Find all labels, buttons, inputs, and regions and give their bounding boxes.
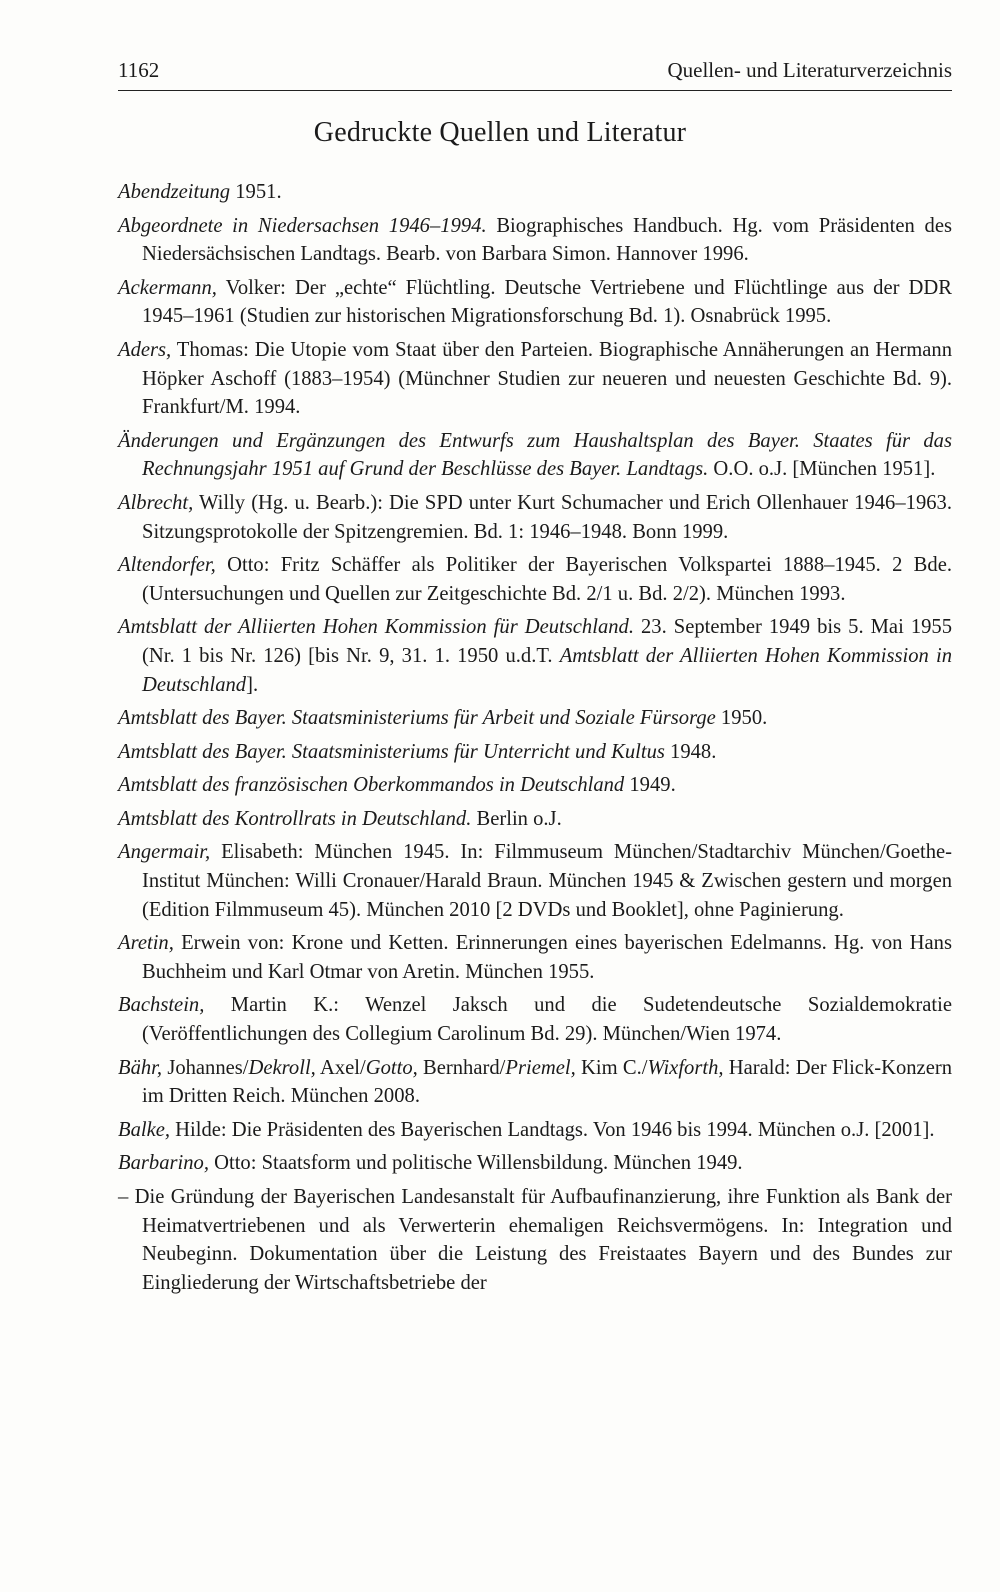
entry-italic-text: Gotto,: [365, 1056, 418, 1079]
bibliography-entry: [118, 1149, 952, 1178]
entry-italic-text: Aretin,: [118, 932, 174, 955]
page-number: 1162: [118, 58, 160, 82]
entry-italic-text: Aders,: [118, 338, 172, 361]
entry-italic-text: Albrecht,: [118, 491, 194, 514]
bibliography-entry: [118, 427, 952, 484]
entry-text: Willy (Hg. u. Bearb.): Die SPD unter Kurt Schumacher und Erich Ollenhauer 1946–1963. Sitzungsprotokolle der Spitzengremien. Bd. 1: 1946–1948. Bonn 1999.: [142, 491, 952, 543]
entry-text: 1950.: [715, 707, 768, 730]
running-header: [118, 54, 952, 91]
bibliography-entry: [118, 929, 952, 986]
entry-italic-text: Abendzeitung: [118, 181, 231, 203]
bibliography-list: [118, 178, 952, 1302]
entry-italic-text: Dekroll,: [248, 1056, 316, 1079]
entry-text: Harald: Der Flick-Konzern im Dritten Reich. München 2008.: [142, 1056, 952, 1108]
entry-italic-text: Wixforth,: [647, 1056, 724, 1079]
bibliography-entry: [118, 1054, 952, 1111]
entry-text: Otto: Fritz Schäffer als Politiker der Bayerischen Volkspartei 1888–1945. 2 Bde. (Untersuchungen und Quellen zur Zeitgeschichte Bd. 2/1 u. Bd. 2/2). München 1993.: [142, 554, 952, 605]
entry-text: Erwein von: Krone und Ketten. Erinnerungen eines bayerischen Edelmanns. Hg. von Hans Buchheim und Karl Otmar von Aretin. München 1955.: [142, 932, 952, 983]
entry-italic-text: Priemel,: [505, 1056, 576, 1079]
entry-italic-text: Amtsblatt der Alliierten Hohen Kommission für Deutschland.: [118, 616, 634, 639]
entry-text: O.O. o.J. [München 1951].: [708, 458, 936, 481]
entry-italic-text: Änderungen und Ergänzungen des Entwurfs zum Haushaltsplan des Bayer. Staates für das Rechnungsjahr 1951 auf Grund der Beschlüsse des Bayer. Landtags.: [118, 429, 952, 481]
bibliography-entry: [118, 1183, 952, 1297]
entry-text: Bernhard/: [417, 1056, 506, 1079]
entry-text: 1951.: [230, 181, 282, 203]
bibliography-entry: [118, 551, 952, 608]
entry-italic-text: Amtsblatt des französischen Oberkommandos in Deutschland: [118, 774, 625, 797]
entry-text: Otto: Staatsform und politische Willensbildung. München 1949.: [208, 1152, 743, 1175]
entry-text: Hilde: Die Präsidenten des Bayerischen Landtags. Von 1946 bis 1994. München o.J. [2001].: [170, 1118, 935, 1141]
section-title: Gedruckte Quellen und Literatur: [313, 117, 687, 148]
bibliography-entry: [118, 274, 952, 331]
entry-italic-text: Barbarino,: [118, 1152, 209, 1175]
running-title: Quellen- und Literaturverzeichnis: [667, 58, 952, 82]
bibliography-entry: [118, 738, 952, 767]
entry-text: Biographisches Handbuch. Hg. vom Präsidenten des Niedersächsischen Landtags. Bearb. von Barbara Simon. Hannover 1996.: [142, 214, 952, 266]
entry-text: Kim C./: [575, 1056, 648, 1079]
entry-text: ].: [246, 673, 259, 696]
entry-italic-text: Amtsblatt des Bayer. Staatsministeriums für Arbeit und Soziale Fürsorge: [118, 707, 716, 730]
entry-text: 23. September 1949 bis 5. Mai 1955 (Nr. 1 bis Nr. 126) [bis Nr. 9, 31. 1. 1950 u.d.T.: [142, 616, 953, 667]
bibliography-entry: [118, 838, 952, 924]
entry-italic-text: Angermair,: [118, 841, 211, 864]
entry-text: Johannes/: [162, 1056, 249, 1079]
entry-italic-text: Balke,: [118, 1118, 171, 1141]
entry-italic-text: Ackermann,: [118, 276, 217, 299]
bibliography-entry: [118, 1116, 952, 1145]
bibliography-entry: [118, 704, 952, 733]
entry-italic-text: Bachstein,: [118, 994, 205, 1017]
entry-text: Berlin o.J.: [471, 807, 562, 830]
entry-text: 1949.: [624, 774, 676, 797]
bibliography-entry: [118, 613, 952, 699]
entry-text: Axel/: [315, 1056, 366, 1079]
bibliography-entry: [118, 991, 952, 1048]
bibliography-entry: [118, 805, 952, 834]
entry-italic-text: Altendorfer,: [118, 554, 216, 577]
bibliography-entry: [118, 178, 952, 207]
bibliography-entry: [118, 336, 952, 422]
entry-text: – Die Gründung der Bayerischen Landesanstalt für Aufbaufinanzierung, ihre Funktion als Bank der Heimatvertriebenen und als Verwerterin ehemaligen Reichsvermögens. In: Integration und Neubeginn. Dokumentation über die Leistung des Freistaates Bayern und des Bundes zur Eingliederung der Wirtschaftsbetriebe der: [118, 1186, 952, 1294]
entry-italic-text: Abgeordnete in Niedersachsen 1946–1994.: [118, 214, 487, 237]
bibliography-entry: [118, 771, 952, 800]
entry-text: 1948.: [664, 740, 717, 763]
entry-italic-text: Amtsblatt der Alliierten Hohen Kommission in Deutschland: [142, 644, 952, 696]
entry-text: Martin K.: Wenzel Jaksch und die Sudetendeutsche Sozialdemokratie (Veröffentlichungen des Collegium Carolinum Bd. 29). München/Wien 1974.: [142, 994, 952, 1046]
entry-text: Thomas: Die Utopie vom Staat über den Parteien. Biographische Annäherungen an Hermann Höpker Aschoff (1883–1954) (Münchner Studien zur neueren und neuesten Geschichte Bd. 9). Frankfurt/M. 1994.: [142, 338, 952, 419]
entry-italic-text: Bähr,: [118, 1056, 163, 1079]
entry-text: Elisabeth: München 1945. In: Filmmuseum München/Stadtarchiv München/Goethe-Institut München: Willi Cronauer/Harald Braun. München 1945 & Zwischen gestern und morgen (Edition Filmmuseum 45). München 2010 [2 DVDs und Booklet], ohne Paginierung.: [142, 841, 952, 921]
entry-text: Volker: Der „echte“ Flüchtling. Deutsche Vertriebene und Flüchtlinge aus der DDR 1945–1961 (Studien zur historischen Migrationsforschung Bd. 1). Osnabrück 1995.: [142, 276, 952, 328]
entry-italic-text: Amtsblatt des Bayer. Staatsministeriums für Unterricht und Kultus: [118, 740, 665, 763]
bibliography-entry: [118, 212, 952, 269]
entry-italic-text: Amtsblatt des Kontrollrats in Deutschland.: [118, 807, 472, 830]
bibliography-entry: [118, 489, 952, 546]
